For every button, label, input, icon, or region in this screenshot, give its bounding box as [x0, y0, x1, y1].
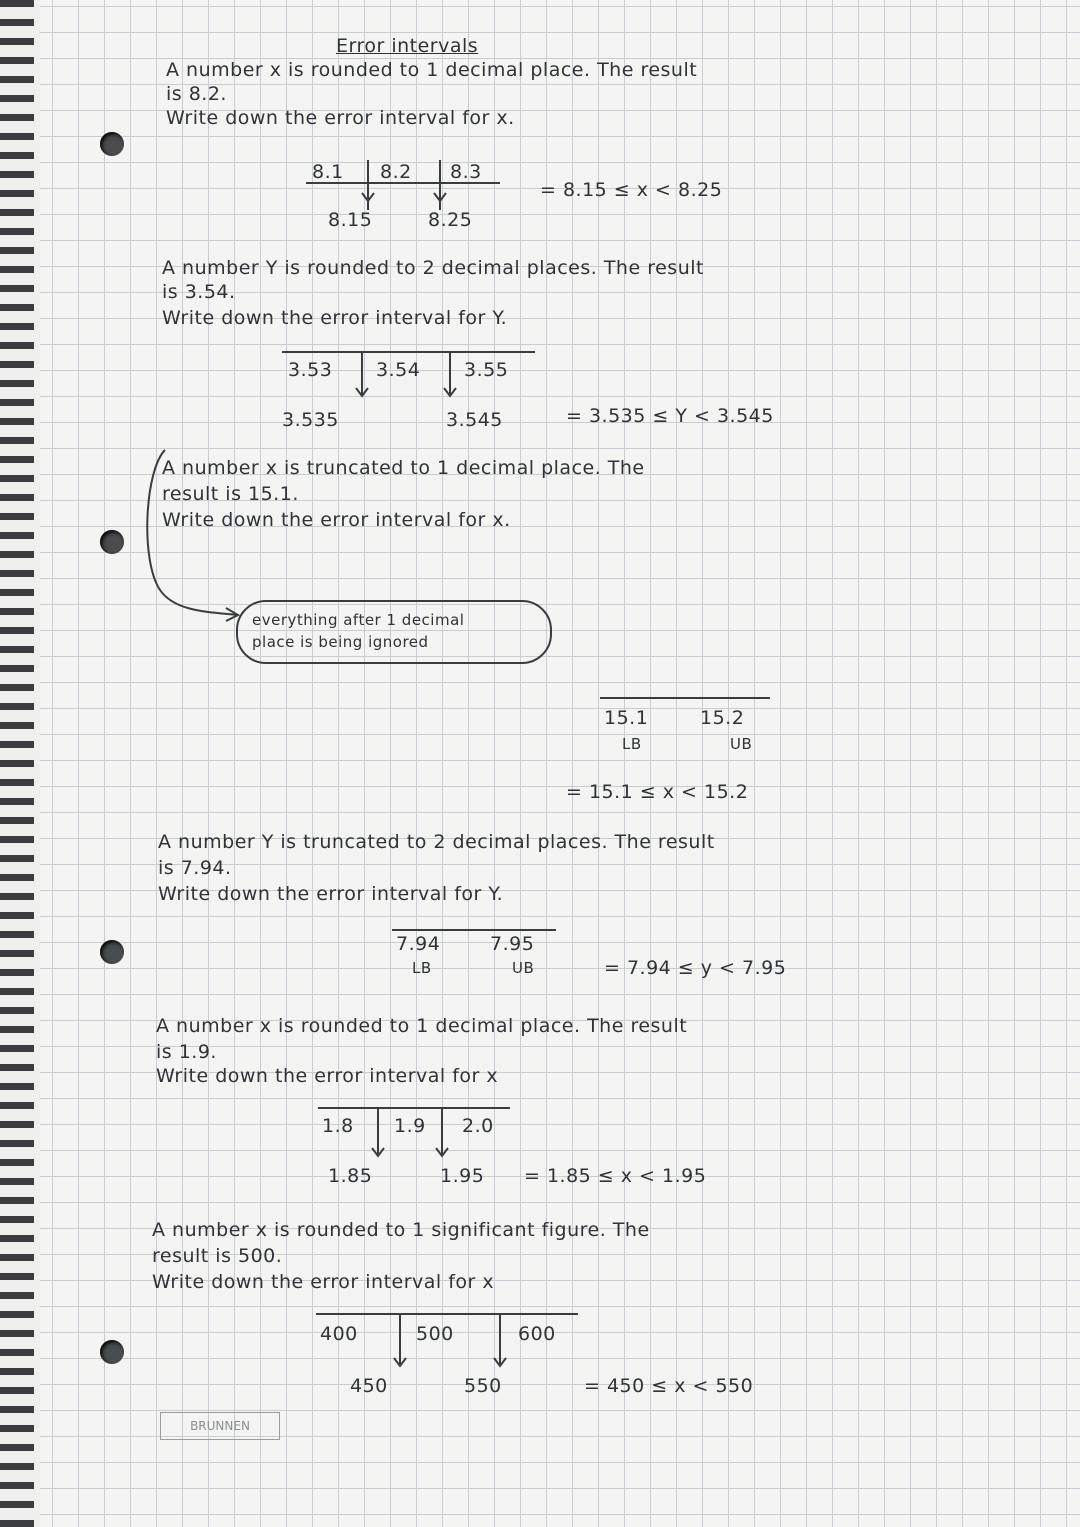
- q2-line2: is 3.54.: [162, 281, 236, 303]
- q1-num1: 8.1: [312, 161, 344, 183]
- q4-line2: is 7.94.: [158, 857, 232, 879]
- q6-num1: 400: [320, 1323, 358, 1345]
- q2-line3: Write down the error interval for Y.: [162, 307, 508, 329]
- q4-line3: Write down the error interval for Y.: [158, 883, 504, 905]
- page-title: Error intervals: [336, 35, 479, 57]
- q5-bound1: 1.85: [328, 1165, 373, 1187]
- q1-bound2: 8.25: [428, 209, 473, 231]
- q3-ub-label: UB: [730, 735, 753, 753]
- q4-line1: A number Y is truncated to 2 decimal places. The result: [158, 831, 715, 853]
- q4-num1: 7.94: [396, 933, 441, 955]
- q1-num3: 8.3: [450, 161, 482, 183]
- q4-lb-label: LB: [412, 959, 432, 977]
- q6-line3: Write down the error interval for x: [152, 1271, 495, 1293]
- q5-num2: 1.9: [394, 1115, 426, 1137]
- q1-line1: A number x is rounded to 1 decimal place. The result: [166, 59, 698, 81]
- q5-num1: 1.8: [322, 1115, 354, 1137]
- q2-num1: 3.53: [288, 359, 333, 381]
- q2-bound1: 3.535: [282, 409, 339, 431]
- q5-line3: Write down the error interval for x: [156, 1065, 499, 1087]
- q3-line2: result is 15.1.: [162, 483, 299, 505]
- q3-num2: 15.2: [700, 707, 745, 729]
- q3-answer: = 15.1 ≤ x < 15.2: [566, 781, 749, 803]
- q5-line1: A number x is rounded to 1 decimal place. The result: [156, 1015, 688, 1037]
- q4-answer: = 7.94 ≤ y < 7.95: [604, 957, 787, 979]
- q6-num3: 600: [518, 1323, 556, 1345]
- q2-bound2: 3.545: [446, 409, 503, 431]
- q2-num3: 3.55: [464, 359, 509, 381]
- q3-note-line1: everything after 1 decimal: [252, 611, 465, 629]
- q2-line1: A number Y is rounded to 2 decimal places. The result: [162, 257, 704, 279]
- q3-note-line2: place is being ignored: [252, 633, 429, 651]
- q1-num2: 8.2: [380, 161, 412, 183]
- q2-num2: 3.54: [376, 359, 421, 381]
- q6-bound2: 550: [464, 1375, 502, 1397]
- q6-answer: = 450 ≤ x < 550: [584, 1375, 754, 1397]
- q5-num3: 2.0: [462, 1115, 494, 1137]
- q1-line2: is 8.2.: [166, 83, 227, 105]
- q3-line1: A number x is truncated to 1 decimal place. The: [162, 457, 645, 479]
- q1-line3: Write down the error interval for x.: [166, 107, 515, 129]
- q2-answer: = 3.535 ≤ Y < 3.545: [566, 405, 774, 427]
- q4-num2: 7.95: [490, 933, 535, 955]
- q5-answer: = 1.85 ≤ x < 1.95: [524, 1165, 707, 1187]
- q6-bound1: 450: [350, 1375, 388, 1397]
- q1-answer: = 8.15 ≤ x < 8.25: [540, 179, 723, 201]
- q3-num1: 15.1: [604, 707, 649, 729]
- q6-line2: result is 500.: [152, 1245, 283, 1267]
- q3-line3: Write down the error interval for x.: [162, 509, 511, 531]
- q3-lb-label: LB: [622, 735, 642, 753]
- q5-line2: is 1.9.: [156, 1041, 217, 1063]
- q5-bound2: 1.95: [440, 1165, 485, 1187]
- q6-line1: A number x is rounded to 1 significant figure. The: [152, 1219, 650, 1241]
- q6-num2: 500: [416, 1323, 454, 1345]
- q4-ub-label: UB: [512, 959, 535, 977]
- q1-bound1: 8.15: [328, 209, 373, 231]
- brand-logo: BRUNNEN: [160, 1412, 280, 1440]
